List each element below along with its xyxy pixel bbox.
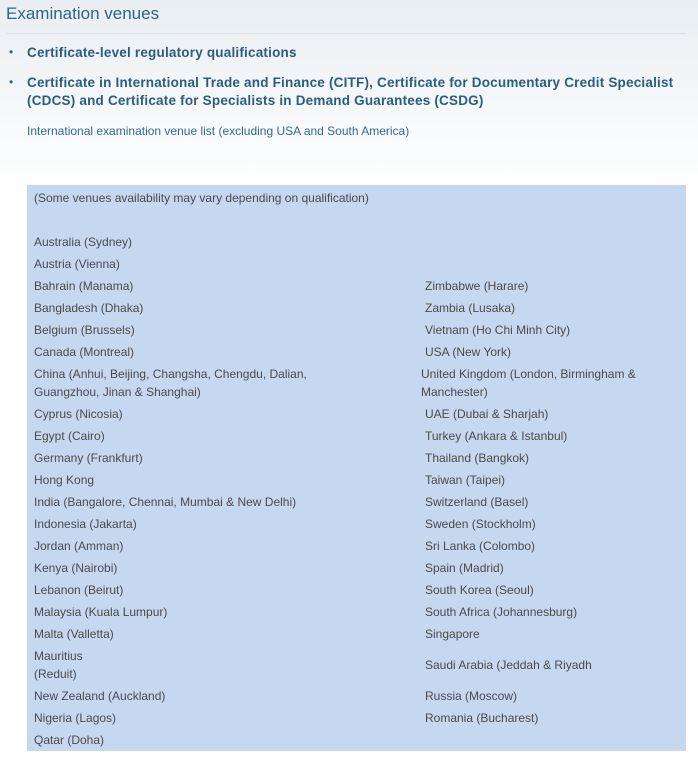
venue-cell: Indonesia (Jakarta)	[34, 517, 137, 531]
venue-cell: UAE (Dubai & Sharjah)	[425, 407, 549, 421]
venue-cell: China (Anhui, Beijing, Changsha, Chengdu, Dalian, Guangzhou, Jinan & Shanghai)	[34, 367, 307, 399]
venue-cell: Mauritius (Reduit)	[34, 649, 83, 681]
venue-cell: Lebanon (Beirut)	[34, 583, 124, 597]
venue-cell: Nigeria (Lagos)	[34, 711, 117, 725]
venue-cell: Turkey (Ankara & Istanbul)	[425, 429, 568, 443]
bullet-icon: •	[9, 45, 14, 59]
venue-cell: South Africa (Johannesburg)	[425, 605, 578, 619]
venue-cell: Germany (Frankfurt)	[34, 451, 143, 465]
page-title: Examination venues	[6, 4, 160, 23]
venue-cell: Egypt (Cairo)	[34, 429, 105, 443]
venue-cell: Switzerland (Basel)	[425, 495, 529, 509]
qualification-link-citf-cdcs-csdg[interactable]: Certificate in International Trade and Finance (CITF), Certificate for Documentary Credit Specialist (CDCS) and Certificate for Specialists in Demand Guarantees (CSDG)	[27, 75, 674, 108]
venue-table	[27, 185, 686, 751]
venue-cell: India (Bangalore, Chennai, Mumbai & New Delhi)	[34, 495, 297, 509]
venue-cell: Spain (Madrid)	[425, 561, 504, 575]
venue-cell: Belgium (Brussels)	[34, 323, 135, 337]
venue-cell: Malta (Valletta)	[34, 627, 114, 641]
venue-cell: Saudi Arabia (Jeddah & Riyadh	[425, 658, 592, 672]
venue-cell: Qatar (Doha)	[34, 733, 105, 747]
venue-cell: Cyprus (Nicosia)	[34, 407, 123, 421]
venue-cell: New Zealand (Auckland)	[34, 689, 166, 703]
venue-cell: Jordan (Amman)	[34, 539, 124, 553]
venue-cell: Thailand (Bangkok)	[425, 451, 530, 465]
venue-cell: Sri Lanka (Colombo)	[425, 539, 536, 553]
venue-cell: South Korea (Seoul)	[425, 583, 534, 597]
venue-cell: Australia (Sydney)	[34, 235, 133, 249]
bullet-icon: •	[9, 75, 14, 89]
venue-list-link[interactable]: International examination venue list (excluding USA and South America)	[27, 124, 410, 138]
venue-cell: Bahrain (Manama)	[34, 279, 134, 293]
venue-cell: Canada (Montreal)	[34, 345, 135, 359]
title-divider	[6, 33, 686, 34]
qualification-link-regulatory[interactable]: Certificate-level regulatory qualifications	[27, 45, 297, 60]
venue-cell: Kenya (Nairobi)	[34, 561, 118, 575]
venue-cell: Russia (Moscow)	[425, 689, 518, 703]
venue-cell: Romania (Bucharest)	[425, 711, 539, 725]
venue-note: (Some venues availability may vary depending on qualification)	[34, 191, 369, 205]
venue-cell: Singapore	[425, 627, 480, 641]
venue-cell: Zimbabwe (Harare)	[425, 279, 529, 293]
venue-cell: Austria (Vienna)	[34, 257, 120, 271]
venue-cell: Zambia (Lusaka)	[425, 301, 516, 315]
venue-cell: Bangladesh (Dhaka)	[34, 301, 144, 315]
venue-cell: Vietnam (Ho Chi Minh City)	[425, 323, 571, 337]
venue-cell: Malaysia (Kuala Lumpur)	[34, 605, 168, 619]
venue-cell: United Kingdom (London, Birmingham & Manchester)	[421, 367, 636, 399]
venue-cell: USA (New York)	[425, 345, 512, 359]
venue-cell: Sweden (Stockholm)	[425, 517, 536, 531]
venue-cell: Taiwan (Taipei)	[425, 473, 506, 487]
venue-cell: Hong Kong	[34, 473, 95, 487]
